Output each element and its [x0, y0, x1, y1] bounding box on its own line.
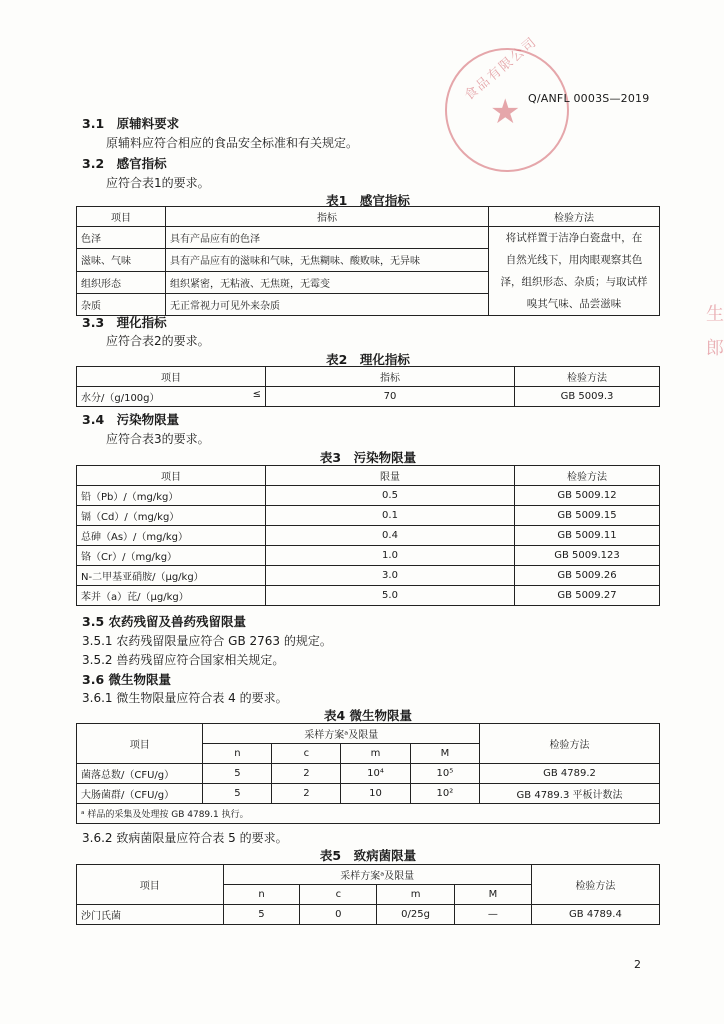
section-3-6-2: 3.6.2 致病菌限量应符合表 5 的要求。 [82, 831, 288, 845]
table-cell: 2 [272, 784, 341, 804]
table4-header-plan: 采样方案ᵃ及限量 [203, 724, 480, 744]
table-cell: 70 [266, 387, 515, 407]
table-cell: — [454, 905, 531, 925]
table-cell: GB 5009.12 [515, 486, 660, 506]
table2-header-item: 项目 [77, 367, 266, 387]
table-row [77, 764, 660, 784]
table-cell: m [377, 885, 455, 905]
table-cell: 0.4 [266, 526, 515, 546]
table-cell: 5 [203, 784, 272, 804]
table3-caption: 表3 污染物限量 [319, 450, 417, 465]
seal-text: 食品有限公司 [461, 34, 541, 104]
table-row [77, 784, 660, 804]
table2-caption: 表2 理化指标 [326, 352, 410, 367]
table-cell: 2 [272, 764, 341, 784]
section-3-2-title: 3.2 感官指标 [82, 156, 167, 171]
table-cell: GB 5009.3 [515, 387, 660, 407]
table2-header-index: 指标 [266, 367, 515, 387]
table-row [77, 486, 660, 506]
table5-header-method: 检验方法 [531, 865, 659, 905]
table-cell: n [223, 885, 300, 905]
section-3-1-body: 原辅料应符合相应的食品安全标准和有关规定。 [106, 136, 359, 150]
table5-header-plan: 采样方案ᵃ及限量 [223, 865, 531, 885]
table-cell: 10⁵ [410, 764, 479, 784]
table4-caption: 表4 微生物限量 [323, 708, 413, 723]
table-cell: 0/25g [377, 905, 455, 925]
table-cell: c [300, 885, 377, 905]
table-cell: 5 [223, 905, 300, 925]
table-cell: GB 4789.4 [531, 905, 659, 925]
method-line: 自然光线下，用肉眼观察其色 [505, 254, 643, 266]
table-cell: 滋味、气味 [77, 249, 166, 271]
table2-physchem [76, 366, 660, 407]
table-cell: 铅（Pb）/（mg/kg） [77, 486, 266, 506]
table-cell: 铬（Cr）/（mg/kg） [77, 546, 266, 566]
table-cell: GB 4789.2 [480, 764, 660, 784]
method-line: 泽，组织形态、杂质；与取试样 [500, 276, 648, 288]
table-cell: 组织形态 [77, 271, 166, 293]
table1-caption: 表1 感官指标 [326, 193, 410, 208]
table1-header-item: 项目 [77, 207, 166, 227]
table4-microbe [76, 723, 660, 824]
table-cell: 总砷（As）/（mg/kg） [77, 526, 266, 546]
table-cell: GB 5009.123 [515, 546, 660, 566]
table-row [77, 506, 660, 526]
table-cell: 杂质 [77, 293, 166, 315]
table-cell: 10² [410, 784, 479, 804]
table4-header-item: 项目 [77, 724, 203, 764]
item-text: 水分/（g/100g） [81, 393, 160, 404]
table-cell: M [454, 885, 531, 905]
table5-caption: 表5 致病菌限量 [319, 848, 417, 863]
table-cell: 0.5 [266, 486, 515, 506]
table3-header-limit: 限量 [266, 466, 515, 486]
table4-footnote: ᵃ 样品的采集及处理按 GB 4789.1 执行。 [77, 804, 660, 824]
table-cell: GB 4789.3 平板计数法 [480, 784, 660, 804]
table-cell: n [203, 744, 272, 764]
table-cell: GB 5009.27 [515, 586, 660, 606]
section-3-5-title: 3.5 农药残留及兽药残留限量 [82, 614, 246, 629]
standard-number: Q/ANFL 0003S—2019 [528, 92, 650, 105]
table-cell: c [272, 744, 341, 764]
section-3-5-1: 3.5.1 农药残留限量应符合 GB 2763 的规定。 [82, 634, 332, 648]
table-cell: N-二甲基亚硝胺/（μg/kg） [77, 566, 266, 586]
section-3-3-body: 应符合表2的要求。 [106, 334, 210, 348]
table-cell: 1.0 [266, 546, 515, 566]
table-cell: 10 [341, 784, 410, 804]
section-3-6-1: 3.6.1 微生物限量应符合表 4 的要求。 [82, 691, 288, 705]
table-row [77, 566, 660, 586]
method-line: 嗅其气味、品尝滋味 [526, 298, 622, 310]
section-3-4-body: 应符合表3的要求。 [106, 432, 210, 446]
section-3-1-title: 3.1 原辅料要求 [82, 116, 180, 131]
section-3-6-title: 3.6 微生物限量 [82, 672, 171, 687]
table-cell: M [410, 744, 479, 764]
table-cell: GB 5009.11 [515, 526, 660, 546]
table-cell: 大肠菌群/（CFU/g） [77, 784, 203, 804]
table5-pathogen [76, 864, 660, 925]
section-3-4-title: 3.4 污染物限量 [82, 412, 180, 427]
table-cell: 5.0 [266, 586, 515, 606]
table-cell: 具有产品应有的滋味和气味，无焦糊味、酸败味，无异味 [166, 249, 489, 271]
table-row [77, 546, 660, 566]
section-3-5-2: 3.5.2 兽药残留应符合国家相关规定。 [82, 653, 285, 667]
table1-sensory [76, 206, 660, 316]
table1-header-index: 指标 [166, 207, 489, 227]
table-cell: 苯并（a）芘/（μg/kg） [77, 586, 266, 606]
table-cell: GB 5009.26 [515, 566, 660, 586]
section-3-3-title: 3.3 理化指标 [82, 315, 167, 330]
table5-header-item: 项目 [77, 865, 224, 905]
table3-header-item: 项目 [77, 466, 266, 486]
table-cell: 3.0 [266, 566, 515, 586]
table1-method-cell [489, 227, 660, 316]
section-3-2-body: 应符合表1的要求。 [106, 176, 210, 190]
table-cell: 无正常视力可见外来杂质 [166, 293, 489, 315]
method-line: 将试样置于洁净白瓷盘中，在 [505, 232, 643, 244]
table-cell: m [341, 744, 410, 764]
table-cell: GB 5009.15 [515, 506, 660, 526]
page-edge-seal-mark: 生 郎 [706, 304, 724, 359]
table-row [77, 526, 660, 546]
table-row [77, 905, 660, 925]
table-cell: 色泽 [77, 227, 166, 249]
table-cell: 10⁴ [341, 764, 410, 784]
table1-header-method: 检验方法 [489, 207, 660, 227]
table-cell: 组织紧密，无粘液、无焦斑，无霉变 [166, 271, 489, 293]
seal-star-icon: ★ [490, 92, 521, 132]
table-cell: 0 [300, 905, 377, 925]
page-number: 2 [634, 958, 641, 971]
table4-header-method: 检验方法 [480, 724, 660, 764]
table2-header-method: 检验方法 [515, 367, 660, 387]
table-cell: 0.1 [266, 506, 515, 526]
table3-contaminants [76, 465, 660, 606]
table-cell: 沙门氏菌 [77, 905, 224, 925]
table-cell: 5 [203, 764, 272, 784]
table-cell: 镉（Cd）/（mg/kg） [77, 506, 266, 526]
table2-item-cell [77, 387, 266, 407]
table3-header-method: 检验方法 [515, 466, 660, 486]
table-row [77, 586, 660, 606]
table-cell: 具有产品应有的色泽 [166, 227, 489, 249]
table-cell: 菌落总数/（CFU/g） [77, 764, 203, 784]
operator-text: ≤ [252, 389, 261, 400]
